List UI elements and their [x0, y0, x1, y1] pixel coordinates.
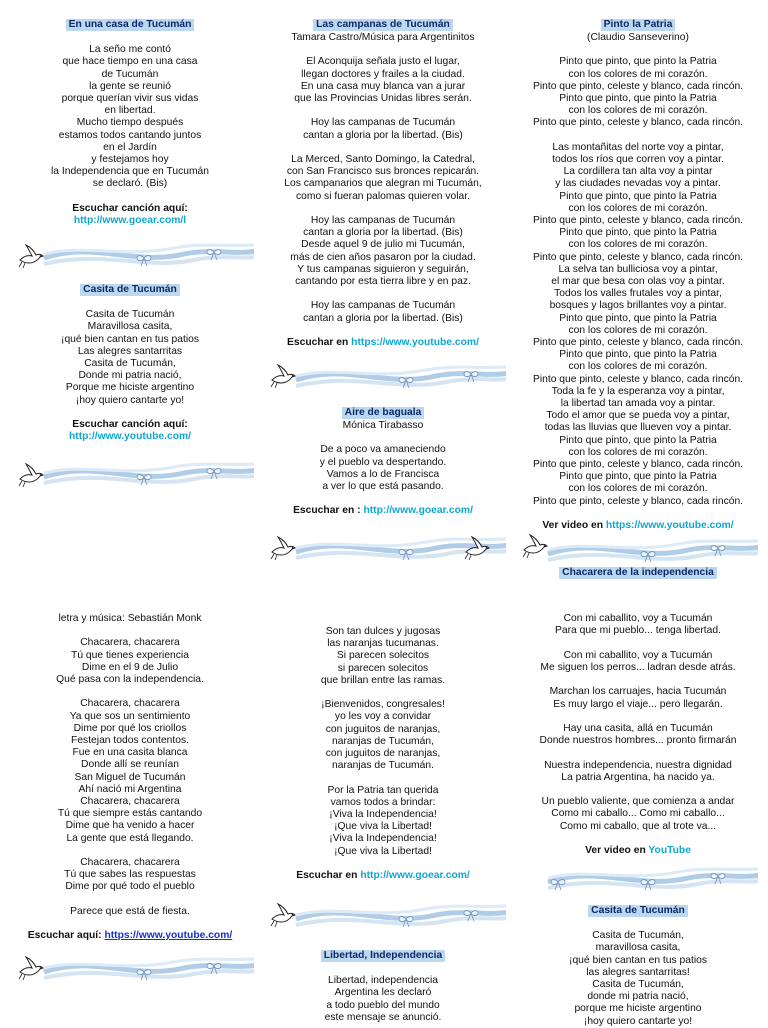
listen-row — [12, 930, 248, 942]
listen-row — [262, 337, 504, 349]
lyric-line: La selva tan bulliciosa voy a pintar, — [558, 263, 718, 275]
lyric-line: Pinto que pinto, celeste y blanco, cada rincón. — [532, 373, 744, 385]
lyric-line: Pinto que pinto, que pinto la Patria — [559, 227, 717, 239]
lyric-line: Parece que está de fiesta. — [70, 905, 190, 917]
lyric-line: Festejan todos contentos. — [71, 735, 189, 746]
song-title: Libertad, Independencia — [321, 950, 445, 962]
lyric-line: naranjas de Tucumán, — [332, 735, 434, 747]
lyric-line — [262, 432, 504, 444]
lyric-line: el mar que besa con olas voy a pintar. — [551, 276, 725, 288]
lyric-line — [12, 297, 248, 309]
lyric-line: las naranjas tucumanas. — [327, 638, 439, 650]
lyric-line: Chacarera, chacarera — [80, 637, 180, 649]
song-caballito-lyrics — [514, 601, 762, 857]
lyric-line: Chacarera, chacarera — [80, 857, 180, 869]
lyric-line — [514, 674, 762, 686]
lyric-line — [12, 686, 248, 698]
lyric-line: Hay una casita, allá en Tucumán — [563, 722, 713, 734]
lyric-line: La cordillera tan alta voy a pintar — [563, 166, 713, 178]
lyric-line — [262, 44, 504, 56]
lyric-line: San Miguel de Tucumán — [74, 771, 186, 783]
lyric-line — [12, 32, 248, 44]
lyric-line: Pinto que pinto, que pinto la Patria — [559, 190, 717, 202]
dove-ribbon-divider — [518, 532, 758, 572]
lyric-line: con los colores de mi corazón. — [568, 239, 708, 251]
lyric-line: Tú que siempre estás cantando — [57, 808, 203, 820]
lyric-line: con los colores de mi corazón. — [568, 68, 708, 80]
lyric-line: Dime en el 9 de Julio — [81, 661, 179, 673]
lyric-line: con los colores de mi corazón. — [568, 446, 708, 458]
lyric-line: porque querían vivir sus vidas — [61, 93, 199, 104]
listen-row — [262, 505, 504, 517]
lyric-line: estamos todos cantando juntos — [58, 129, 202, 141]
song-casita-tucuman-2 — [514, 905, 762, 1028]
lyric-line: y festejamos hoy — [91, 154, 169, 166]
lyric-line: Nuestra independencia, nuestra dignidad — [544, 759, 732, 771]
lyric-line: Casita de Tucumán, — [592, 930, 684, 942]
lyric-line: Casita de Tucumán — [85, 309, 175, 321]
lyric-line: Ya que sos un sentimiento — [69, 710, 191, 722]
lyric-line: en el Jardín — [103, 141, 157, 153]
lyric-line — [12, 918, 248, 930]
lyric-line: Porque me hiciste argentino — [65, 382, 195, 394]
lyric-line: ¡hoy quiero cantarte yo! — [75, 394, 185, 406]
lyric-line: ¡Que viva la Libertad! — [334, 821, 432, 833]
listen-label: Escuchar canción aquí: — [72, 202, 188, 214]
lyric-line: la gente se reunió — [89, 80, 171, 92]
listen-link[interactable]: http://www.youtube.com/ — [68, 431, 192, 443]
song-author: Tamara Castro/Música para Argentinitos — [291, 32, 475, 43]
lyric-line: Los campanarios que alegran mi Tucumán, — [284, 178, 482, 190]
listen-row — [514, 520, 762, 532]
lyric-line: las alegres santarritas! — [586, 966, 690, 978]
lyric-line: ¡Que viva la Libertad! — [334, 845, 432, 857]
listen-label: Escuchar en — [296, 870, 358, 882]
song-lyrics — [514, 918, 762, 1028]
song-aire-de-baguala — [262, 407, 504, 518]
lyric-line: Las alegres santarritas — [77, 345, 183, 357]
lyric-line: en libertad. — [104, 105, 156, 117]
lyric-line — [514, 918, 762, 930]
lyric-line: ¡qué bien cantan en tus patios — [61, 333, 199, 345]
lyric-line: Un pueblo valiente, que comienza a andar — [541, 796, 735, 808]
song-libertad-independencia — [262, 950, 504, 1024]
lyric-line: Dime que ha venido a hacer — [65, 820, 195, 832]
song-title: En una casa de Tucumán — [66, 19, 195, 31]
lyric-line: Dime por qué todo el pueblo — [65, 881, 195, 893]
lyric-line — [514, 601, 762, 613]
lyric-line: con los colores de mi corazón. — [568, 324, 708, 336]
lyric-line: con los colores de mi corazón. — [568, 202, 708, 214]
lyric-line: Dime por qué los criollos — [73, 722, 187, 734]
lyric-line: Hoy las campanas de Tucumán — [310, 117, 456, 129]
lyric-line: llegan doctores y frailes a la ciudad. — [301, 68, 465, 80]
dove-ribbon-divider — [14, 236, 254, 276]
lyric-line: ¡qué bien cantan en tus patios — [569, 954, 707, 966]
lyric-line: Pinto que pinto, que pinto la Patria — [559, 312, 717, 324]
song-en-una-casa — [12, 19, 248, 227]
song-author: letra y música: Sebastián Monk — [58, 613, 202, 624]
listen-link[interactable]: http://www.goear.com/l — [73, 215, 187, 227]
lyric-line: Hoy las campanas de Tucumán — [310, 214, 456, 226]
lyric-line: con los colores de mi corazón. — [568, 105, 708, 117]
song-las-campanas — [262, 19, 504, 349]
lyric-line: Pinto que pinto, celeste y blanco, cada rincón. — [532, 337, 744, 349]
lyric-line: Por la Patria tan querida — [327, 784, 439, 796]
lyric-line: con los colores de mi corazón. — [568, 483, 708, 495]
listen-label: Escuchar canción aquí: — [72, 419, 188, 430]
lyric-line — [262, 288, 504, 300]
song-author: Mónica Tirabasso — [342, 420, 424, 431]
song-lyrics — [514, 601, 762, 833]
lyric-line: maravillosa casita, — [595, 942, 681, 954]
lyric-line: a ver lo que está pasando. — [322, 481, 444, 492]
dove-ribbon-divider — [14, 950, 254, 990]
lyric-line — [12, 845, 248, 857]
lyric-line: Marchan los carruajes, hacia Tucumán — [549, 686, 727, 698]
lyric-line: Pinto que pinto, celeste y blanco, cada rincón. — [532, 459, 744, 471]
lyric-line: Pinto que pinto, que pinto la Patria — [559, 471, 717, 483]
lyric-line: Donde mi patria nació, — [78, 370, 182, 382]
lyric-line: Las montañitas del norte voy a pintar, — [552, 141, 724, 153]
song-chacarera-lyrics — [12, 613, 248, 942]
song-naranjas-lyrics — [262, 626, 504, 882]
lyric-line: Pinto que pinto, celeste y blanco, cada rincón. — [532, 251, 744, 263]
listen-row — [514, 845, 762, 857]
song-lyrics — [514, 44, 762, 508]
lyric-line: Chacarera, chacarera — [80, 698, 180, 710]
lyric-line: con San Francisco sus bronces repicarán. — [286, 166, 480, 178]
song-chacarera-title-block — [514, 567, 762, 580]
lyric-line: cantan a gloria por la libertad. (Bis) — [303, 312, 463, 324]
lyric-line: Casita de Tucumán, — [592, 979, 684, 990]
lyric-line: Para que mi pueblo... tenga libertad. — [554, 625, 721, 637]
lyric-line: naranjas de Tucumán. — [332, 760, 434, 772]
lyric-line: que brillan entre las ramas. — [320, 674, 446, 686]
lyric-line: Y tus campanas siguieron y seguirán, — [297, 263, 469, 275]
lyric-line — [514, 784, 762, 796]
lyric-line: con juguitos de naranjas, — [325, 723, 441, 735]
lyric-line: La gente que está llegando. — [66, 832, 194, 844]
lyric-line: Con mi caballito, voy a Tucumán — [563, 649, 713, 661]
dove-ribbon-divider — [266, 897, 506, 937]
song-title: Casita de Tucumán — [80, 284, 180, 296]
listen-label: Ver video en — [542, 520, 604, 532]
lyric-line: y el pueblo va despertando. — [319, 456, 447, 468]
lyric-line: La patria Argentina, ha nacido ya. — [561, 771, 715, 783]
lyric-line — [514, 130, 762, 142]
lyric-line: El Aconquija señala justo el lugar, — [306, 56, 460, 68]
lyric-line: a todo pueblo del mundo — [326, 999, 440, 1011]
lyric-line: donde mi patria nació, — [587, 991, 689, 1003]
lyric-line: Todos los valles frutales voy a pintar, — [554, 288, 722, 300]
lyric-line: la Independencia que en Tucumán — [50, 166, 209, 178]
lyric-line: Pinto que pinto, que pinto la Patria — [559, 434, 717, 446]
lyric-line: Tú que tienes experiencia — [71, 649, 189, 661]
listen-link[interactable]: https://www.youtube.com/ — [605, 520, 734, 532]
lyric-line — [262, 142, 504, 154]
lyric-line — [262, 963, 504, 975]
listen-link[interactable]: https://www.youtube.com/ — [351, 336, 479, 348]
lyric-line: todas las lluvias que llueven voy a pintar. — [544, 422, 732, 434]
lyric-line: este mensaje se anunció. — [324, 1011, 442, 1023]
lyric-line: con juguitos de naranjas, — [325, 748, 441, 760]
listen-row — [262, 870, 504, 882]
lyric-line: vamos todos a brindar: — [330, 796, 436, 808]
lyric-line: La Merced, Santo Domingo, la Catedral, — [291, 153, 475, 165]
lyric-line: Son tan dulces y jugosas — [325, 626, 441, 637]
lyric-line: Pinto que pinto, celeste y blanco, cada rincón. — [532, 495, 744, 507]
dove-ribbon-divider — [266, 530, 506, 570]
song-title-part: Las campanas de — [316, 19, 405, 30]
lyric-line: Donde allí se reunían — [81, 759, 179, 771]
lyric-line: Hoy las campanas de Tucumán — [310, 300, 456, 312]
lyric-line — [514, 44, 762, 56]
lyric-line: como si fueran palomas quieren volar. — [296, 190, 470, 202]
listen-link[interactable]: http://www.goear.com/ — [360, 870, 470, 882]
lyric-line: Pinto que pinto, celeste y blanco, cada rincón. — [532, 215, 744, 227]
lyric-line: Si parecen solecitos — [336, 650, 430, 662]
lyric-line: Pinto que pinto, que pinto la Patria — [559, 349, 717, 361]
lyric-line — [514, 747, 762, 759]
lyric-line: Pinto que pinto, que pinto la Patria — [559, 93, 717, 104]
song-casita-tucuman — [12, 284, 248, 443]
lyric-line — [262, 687, 504, 699]
lyric-line: bosques y lagos brillantes voy a pintar. — [549, 300, 727, 312]
lyric-line: Desde aquel 9 de julio mi Tucumán, — [301, 239, 465, 251]
listen-label: Escuchar en : — [293, 505, 361, 517]
lyric-line — [262, 105, 504, 117]
lyric-line: Como mi caballo... Como mi caballo... — [551, 808, 725, 820]
lyric-line: Todo el amor que se pueda voy a pintar, — [546, 410, 730, 422]
listen-label: Escuchar aquí: — [27, 930, 102, 942]
lyric-line: más de cien años pasaron por la ciudad. — [290, 251, 476, 263]
song-lyrics — [262, 44, 504, 325]
lyric-line: y las ciudades nevadas voy a pintar. — [555, 178, 721, 190]
lyric-line: que las Provincias Unidas libres serán. — [294, 93, 472, 104]
song-title: Chacarera de la independencia — [559, 567, 717, 579]
song-title: Casita de Tucumán — [588, 905, 688, 917]
lyric-line: cantando por esta tierra libre y en paz. — [295, 276, 471, 287]
lyric-line: ¡hoy quiero cantarte yo! — [583, 1015, 693, 1027]
song-lyrics — [12, 625, 248, 930]
listen-link[interactable]: YouTube — [648, 844, 691, 856]
song-title — [313, 19, 453, 31]
lyric-line: ¡Viva la Independencia! — [329, 833, 437, 845]
lyric-line: Es muy largo el viaje... pero llegarán. — [553, 698, 723, 710]
lyric-line: Casita de Tucumán, — [84, 358, 176, 369]
song-author: (Claudio Sanseverino) — [587, 32, 689, 43]
song-lyrics — [262, 963, 504, 1024]
song-pinto-la-patria — [514, 19, 762, 532]
lyric-line: Argentina les declaró — [334, 987, 432, 999]
lyric-line — [514, 711, 762, 723]
listen-link[interactable]: http://www.goear.com/ — [363, 505, 473, 517]
lyric-line: Pinto que pinto, celeste y blanco, cada rincón. — [532, 80, 744, 92]
lyric-line: Pinto que pinto, celeste y blanco, cada rincón. — [532, 117, 744, 129]
song-lyrics — [12, 297, 248, 407]
lyric-line: Vamos a lo de Francisca — [326, 468, 440, 480]
lyric-line: De a poco va amaneciendo — [320, 444, 446, 456]
listen-label: Escuchar en — [287, 336, 349, 348]
lyric-line: Pinto que pinto, que pinto la Patria — [559, 56, 717, 68]
song-title-part: Tucumán — [404, 19, 450, 30]
lyric-line: se declaró. (Bis) — [92, 178, 168, 190]
lyric-line: que hace tiempo en una casa — [62, 56, 198, 68]
song-lyrics — [262, 626, 504, 858]
lyric-line: Maravillosa casita, — [87, 321, 173, 333]
lyric-line: si parecen solecitos — [337, 662, 429, 674]
song-title: Pinto la Patria — [601, 19, 676, 31]
dove-ribbon-divider — [14, 455, 254, 495]
listen-link[interactable]: https://www.youtube.com/ — [104, 930, 233, 942]
lyric-line — [262, 772, 504, 784]
lyric-line: yo les voy a convidar — [334, 711, 432, 723]
lyric-line: ¡Viva la Independencia! — [329, 809, 437, 821]
lyric-line: cantan a gloria por la libertad. (Bis) — [303, 227, 463, 239]
lyric-line: Libertad, independencia — [328, 975, 438, 987]
lyric-line: En una casa muy blanca van a jurar — [300, 80, 466, 92]
lyric-line: porque me hiciste argentino — [574, 1003, 702, 1015]
lyric-line: Qué pasa con la independencia. — [56, 674, 204, 685]
lyric-line: Chacarera, chacarera — [80, 796, 180, 808]
listen-label: Ver video en — [585, 844, 646, 856]
lyric-line: Ahí nació mi Argentina — [78, 783, 182, 795]
lyric-line — [514, 638, 762, 650]
lyric-line: Fue en una casita blanca — [72, 747, 188, 759]
lyric-line: Me siguen los perros... ladran desde atrás. — [540, 661, 736, 673]
song-title: Aire de baguala — [342, 407, 425, 419]
song-lyrics — [12, 32, 248, 191]
lyric-line: con los colores de mi corazón. — [568, 361, 708, 373]
lyric-line: La seño me contó — [89, 44, 171, 56]
lyric-line: ¡Bienvenidos, congresales! — [321, 699, 445, 711]
lyric-line — [12, 894, 248, 906]
lyric-line: Mucho tiempo después — [76, 117, 184, 129]
lyric-line: Tú que sabes las respuestas — [64, 869, 196, 881]
song-lyrics — [262, 432, 504, 493]
lyric-line: cantan a gloria por la libertad. (Bis) — [303, 129, 463, 141]
dove-ribbon-divider — [266, 358, 506, 398]
lyric-line: Toda la fe y la esperanza voy a pintar, — [551, 385, 725, 397]
lyric-line: Donde nuestros hombres... pronto firmarán — [539, 735, 737, 747]
lyric-line: Con mi caballito, voy a Tucumán — [563, 613, 713, 625]
lyric-line: Como mi caballo, que al trote va... — [559, 820, 717, 832]
lyric-line — [12, 625, 248, 637]
lyric-line: todos los ríos que corren voy a pintar. — [552, 154, 724, 165]
dove-ribbon-divider — [518, 860, 758, 900]
lyric-line: la libertad tan amada voy a pintar. — [560, 398, 716, 410]
lyric-line — [262, 203, 504, 215]
lyric-line: de Tucumán — [101, 68, 159, 80]
